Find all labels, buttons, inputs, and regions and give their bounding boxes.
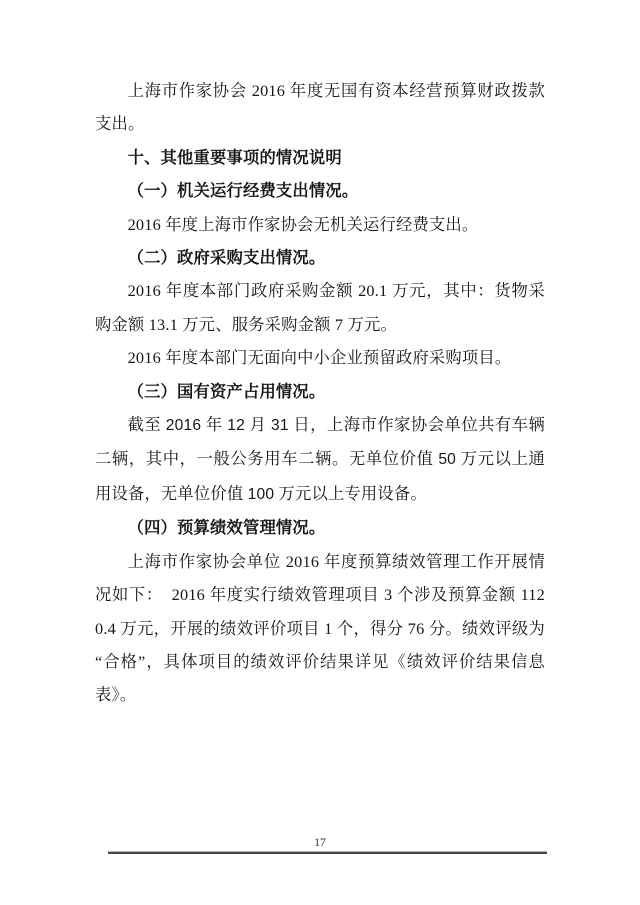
text-run: 十、其他重要事项的情况说明 xyxy=(127,147,342,167)
document-body xyxy=(95,74,545,712)
para-government-procurement-amount xyxy=(95,274,545,341)
heading-agency-operating-expense xyxy=(95,174,545,207)
text-run: 年 xyxy=(201,415,228,435)
numeric-value: 12 xyxy=(227,417,246,435)
text-run: 上海市作家协会 2016 年度无国有资本经营预算财政拨款支出。 xyxy=(95,81,545,134)
text-run: 2016 年度本部门无面向中小企业预留政府采购项目。 xyxy=(127,348,512,368)
text-run: 截至 xyxy=(127,415,166,435)
para-sme-reserved-procurement xyxy=(95,341,545,374)
numeric-value: 31 xyxy=(271,417,289,435)
footer-rule xyxy=(108,851,547,854)
text-run: （二）政府采购支出情况。 xyxy=(127,248,326,268)
text-run: 月 xyxy=(245,415,271,435)
text-run: 日，上海市作家协会单位共有车辆二辆，其中，一般公务用车二辆。无单位价值 xyxy=(95,415,545,469)
para-no-state-capital-budget-expenditure xyxy=(95,74,545,141)
numeric-value: 50 xyxy=(438,451,457,469)
numeric-value: 100 xyxy=(247,485,275,503)
heading-section-ten-other-important-matters xyxy=(95,141,545,174)
page-number: 17 xyxy=(314,837,326,849)
text-run: （三）国有资产占用情况。 xyxy=(127,381,326,401)
para-state-assets-vehicles xyxy=(95,408,545,511)
para-budget-performance-details xyxy=(95,545,545,712)
text-run: （一）机关运行经费支出情况。 xyxy=(127,181,359,201)
text-run: 万元以上专用设备。 xyxy=(274,483,427,503)
heading-state-assets-occupancy xyxy=(95,375,545,408)
para-agency-operating-expense xyxy=(95,208,545,241)
heading-government-procurement xyxy=(95,241,545,274)
numeric-value: 2016 xyxy=(165,417,202,435)
text-run: 2016 年度上海市作家协会无机关运行经费支出。 xyxy=(127,214,479,234)
text-run: （四）预算绩效管理情况。 xyxy=(127,518,326,538)
text-run: 万元以上通用设备，无单位价值 xyxy=(95,449,545,503)
text-run: 2016 年度本部门政府采购金额 20.1 万元，其中：货物采购金额 13.1 万元、服务采购金额 7 万元。 xyxy=(95,281,545,334)
text-run: 上海市作家协会单位 2016 年度预算绩效管理工作开展情况如下： 2016 年度实行绩效管理项目 3 个涉及预算金额 1120.4 万元，开展的绩效评价项目 1 个，得分 76 分。绩效评级为“合格”，具体项目的绩效评价结果详见《绩效评价结果信息表》。 xyxy=(95,551,545,705)
heading-budget-performance xyxy=(95,511,545,544)
